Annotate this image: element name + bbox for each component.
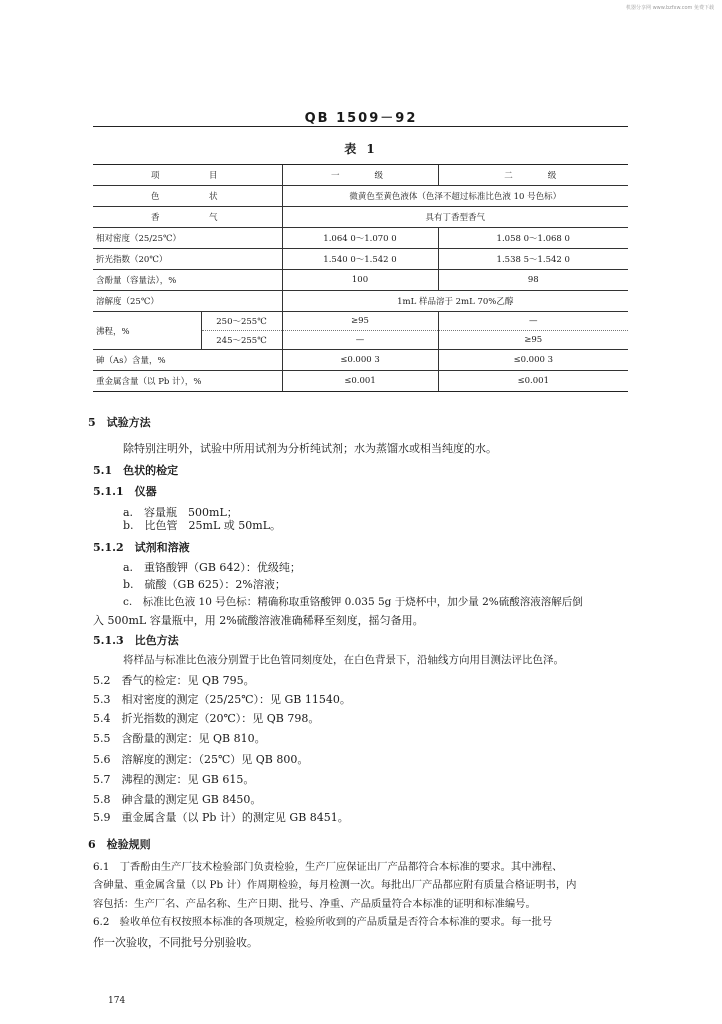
paragraph: 作一次验收，不同批号分别验收。 xyxy=(93,936,258,949)
paragraph: 6.2 验收单位有权按照本标准的各项规定，检验所收到的产品质量是否符合本标准的要求。每一批号 xyxy=(93,916,553,928)
table-row xyxy=(93,291,628,312)
row-grade1: ≤0.000 3 xyxy=(282,350,438,371)
section-5-title: 5 试验方法 xyxy=(88,416,151,429)
row-label: 重金属含量（以 Pb 计），% xyxy=(93,371,282,392)
header-grade2: 二 级 xyxy=(438,165,628,186)
table-row xyxy=(93,249,628,270)
table-row xyxy=(93,186,628,207)
row-label: 砷（As）含量，% xyxy=(93,350,282,371)
spec-table xyxy=(93,164,628,392)
list-item: c. 标准比色液 10 号色标：精确称取重铬酸钾 0.035 5g 于烧杯中，加少量 2%硫酸溶液溶解后倒 xyxy=(123,596,583,608)
table-caption: 表 1 xyxy=(344,142,378,156)
row-value: 1mL 样品溶于 2mL 70%乙醇 xyxy=(282,291,628,312)
row-grade2: — xyxy=(438,312,628,331)
section-5-1-2: 5.1.2 试剂和溶液 xyxy=(93,541,190,554)
row-grade1: 1.540 0～1.542 0 xyxy=(282,249,438,270)
section-5-9: 5.9 重金属含量（以 Pb 计）的测定见 GB 8451。 xyxy=(93,811,349,824)
row-grade1: 100 xyxy=(282,270,438,291)
row-grade2: 98 xyxy=(438,270,628,291)
paragraph: 容包括：生产厂名、产品名称、生产日期、批号、净重、产品质量符合本标准的证明和标准编号。 xyxy=(93,898,536,910)
section-5-5: 5.5 含酚量的测定：见 QB 810。 xyxy=(93,732,266,745)
row-grade1: ≥95 xyxy=(282,312,438,331)
table-row xyxy=(93,350,628,371)
list-item: a. 重铬酸钾（GB 642）：优级纯； xyxy=(123,561,301,574)
paragraph: 含砷量、重金属含量（以 Pb 计）作周期检验，每月检测一次。每批出厂产品都应附有质量合格证明书，内 xyxy=(93,879,577,891)
list-item: a. 容量瓶 500mL； xyxy=(123,506,238,519)
section-5-4: 5.4 折光指数的测定（20℃）：见 QB 798。 xyxy=(93,712,320,725)
section-5-1-1: 5.1.1 仪器 xyxy=(93,485,157,498)
row-label: 香 气 xyxy=(93,207,282,228)
table-header-row xyxy=(93,165,628,186)
section-5-8: 5.8 砷含量的测定见 GB 8450。 xyxy=(93,793,262,806)
header-rule xyxy=(93,126,628,127)
row-label: 色 状 xyxy=(93,186,282,207)
standard-code: QB 1509－92 xyxy=(304,111,418,126)
row-grade2: ≤0.001 xyxy=(438,371,628,392)
list-item: b. 比色管 25mL 或 50mL。 xyxy=(123,519,281,532)
row-label: 折光指数（20℃） xyxy=(93,249,282,270)
watermark: 机器分享网 www.bzfxw.com 免费下载 xyxy=(626,5,714,11)
section-5-2: 5.2 香气的检定：见 QB 795。 xyxy=(93,674,255,687)
row-grade2: ≤0.000 3 xyxy=(438,350,628,371)
list-item: b. 硫酸（GB 625）：2%溶液； xyxy=(123,578,286,591)
section-5-7: 5.7 沸程的测定：见 GB 615。 xyxy=(93,773,255,786)
row-label: 沸程，% xyxy=(93,312,201,350)
row-value: 微黄色至黄色液体（色泽不超过标准比色液 10 号色标） xyxy=(282,186,628,207)
row-grade1: — xyxy=(282,331,438,350)
table-row xyxy=(93,312,628,331)
header-grade1: 一 级 xyxy=(282,165,438,186)
section-5-1-3: 5.1.3 比色方法 xyxy=(93,634,179,647)
list-item-cont: 入 500mL 容量瓶中，用 2%硫酸溶液准确稀释至刻度，摇匀备用。 xyxy=(93,614,424,627)
table-row xyxy=(93,228,628,249)
row-label: 含酚量（容量法），% xyxy=(93,270,282,291)
boiling-range-2: 245～255℃ xyxy=(201,331,282,350)
row-grade1: ≤0.001 xyxy=(282,371,438,392)
row-grade2: 1.058 0～1.068 0 xyxy=(438,228,628,249)
section-6-title: 6 检验规则 xyxy=(88,838,151,851)
row-grade2: ≥95 xyxy=(438,331,628,350)
page-number: 174 xyxy=(108,996,126,1006)
row-label: 溶解度（25℃） xyxy=(93,291,282,312)
row-grade1: 1.064 0～1.070 0 xyxy=(282,228,438,249)
section-5-3: 5.3 相对密度的测定（25/25℃）：见 GB 11540。 xyxy=(93,693,351,706)
table-row xyxy=(93,270,628,291)
row-label: 相对密度（25/25℃） xyxy=(93,228,282,249)
table-row xyxy=(93,371,628,392)
paragraph: 除特别注明外，试验中所用试剂为分析纯试剂；水为蒸馏水或相当纯度的水。 xyxy=(123,442,497,455)
section-5-1: 5.1 色状的检定 xyxy=(93,464,179,477)
row-grade2: 1.538 5～1.542 0 xyxy=(438,249,628,270)
row-value: 具有丁香型香气 xyxy=(282,207,628,228)
table-row xyxy=(93,207,628,228)
paragraph: 6.1 丁香酚由生产厂技术检验部门负责检验，生产厂应保证出厂产品都符合本标准的要求。其中沸程、 xyxy=(93,861,563,873)
boiling-range-1: 250～255℃ xyxy=(201,312,282,331)
header-item: 项 目 xyxy=(93,165,282,186)
section-5-6: 5.6 溶解度的测定：（25℃）见 QB 800。 xyxy=(93,753,309,766)
paragraph: 将样品与标准比色液分别置于比色管同刻度处，在白色背景下，沿轴线方向用目测法评比色泽。 xyxy=(123,654,564,666)
